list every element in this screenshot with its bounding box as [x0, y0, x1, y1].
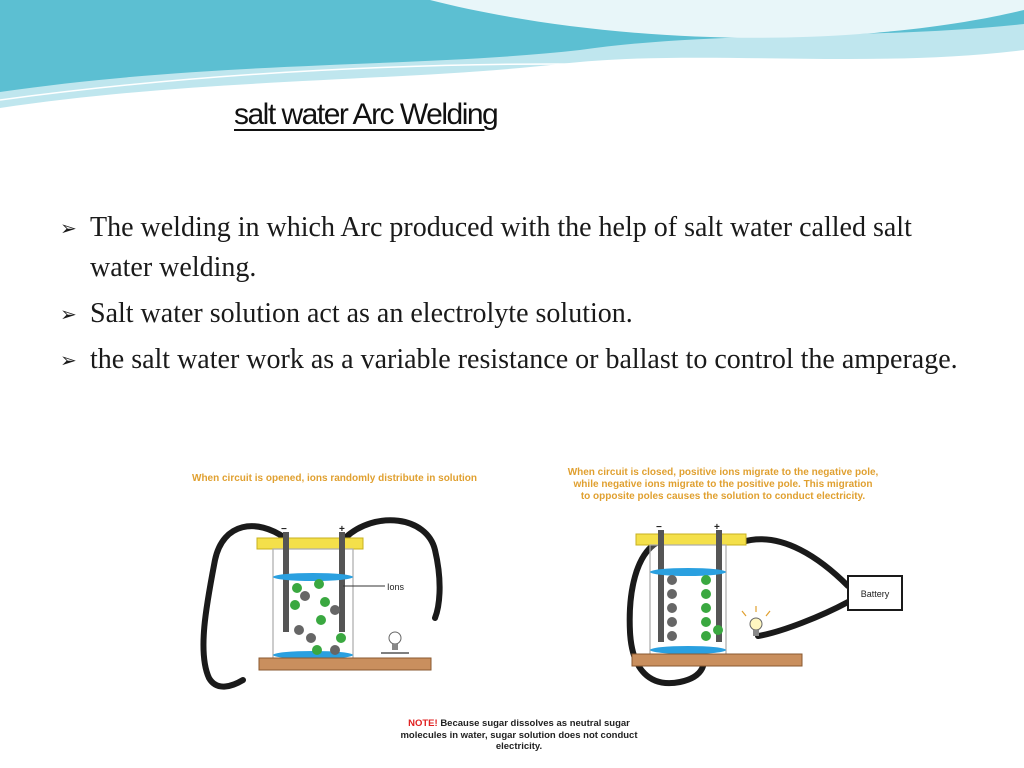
caption-line: while negative ions migrate to the positive pole. This migration	[573, 479, 873, 490]
positive-ion	[306, 633, 316, 643]
negative-terminal-label: −	[281, 524, 287, 535]
positive-ion	[667, 575, 677, 585]
wooden-base	[632, 654, 802, 666]
closed-circuit-diagram	[622, 520, 912, 698]
positive-ion	[667, 631, 677, 641]
negative-ion	[701, 617, 711, 627]
positive-ion	[667, 603, 677, 613]
bullet-text: Salt water solution act as an electrolyte solution.	[90, 298, 633, 329]
negative-ion	[320, 597, 330, 607]
bullet-item	[60, 340, 960, 380]
bullet-item	[60, 294, 960, 334]
negative-ion	[701, 631, 711, 641]
right-figure-caption	[558, 467, 888, 503]
open-circuit-diagram	[195, 510, 455, 695]
caption-line: When circuit is closed, positive ions migrate to the negative pole,	[567, 467, 879, 478]
note-prefix: NOTE!	[408, 718, 438, 729]
bullet-text: the salt water work as a variable resistance or ballast to control the amperage.	[90, 344, 958, 375]
wire-battery-return	[758, 602, 848, 636]
electrode-negative	[283, 532, 289, 632]
negative-ion	[713, 625, 723, 635]
negative-ion	[312, 645, 322, 655]
positive-ion	[667, 589, 677, 599]
negative-ion	[701, 603, 711, 613]
water-bottom	[650, 646, 726, 654]
water-surface	[273, 573, 353, 581]
positive-ion	[294, 625, 304, 635]
header-wave-decoration	[0, 0, 1024, 120]
negative-ion	[290, 600, 300, 610]
water-surface	[650, 568, 726, 576]
sugar-note	[394, 718, 644, 753]
battery-label: Battery	[860, 589, 890, 599]
left-figure-caption: When circuit is opened, ions randomly distribute in solution	[192, 473, 478, 484]
positive-ion	[330, 605, 340, 615]
bullet-item	[60, 208, 960, 288]
negative-ion	[316, 615, 326, 625]
negative-ion	[292, 583, 302, 593]
electrode-holder-bar	[636, 534, 746, 545]
electrode-holder-bar	[257, 538, 363, 549]
negative-ion	[314, 579, 324, 589]
caption-line: to opposite poles causes the solution to conduct electricity.	[580, 491, 866, 502]
bullet-list	[60, 208, 960, 386]
positive-ion	[300, 591, 310, 601]
positive-ion	[330, 645, 340, 655]
electrode-negative	[658, 530, 664, 642]
light-bulb-icon	[381, 632, 409, 653]
ions-label: Ions	[387, 582, 405, 592]
wire-positive	[345, 520, 440, 618]
bullet-text: The welding in which Arc produced with the help of salt water called salt water welding.	[90, 212, 912, 283]
negative-ion	[701, 575, 711, 585]
positive-ion	[667, 617, 677, 627]
note-body: Because sugar dissolves as neutral sugar molecules in water, sugar solution does not conduct electricity.	[400, 718, 638, 752]
negative-ion	[336, 633, 346, 643]
slide-title: salt water Arc Welding	[234, 98, 498, 131]
negative-terminal-label: −	[656, 522, 662, 533]
negative-ion	[701, 589, 711, 599]
positive-terminal-label: +	[339, 524, 345, 535]
positive-terminal-label: +	[714, 522, 720, 533]
wooden-base	[259, 658, 431, 670]
arrow-bullet-icon: ➢	[60, 348, 77, 372]
arrow-bullet-icon: ➢	[60, 216, 77, 240]
electrode-positive	[339, 532, 345, 632]
arrow-bullet-icon: ➢	[60, 302, 77, 326]
wire-positive	[742, 539, 848, 586]
